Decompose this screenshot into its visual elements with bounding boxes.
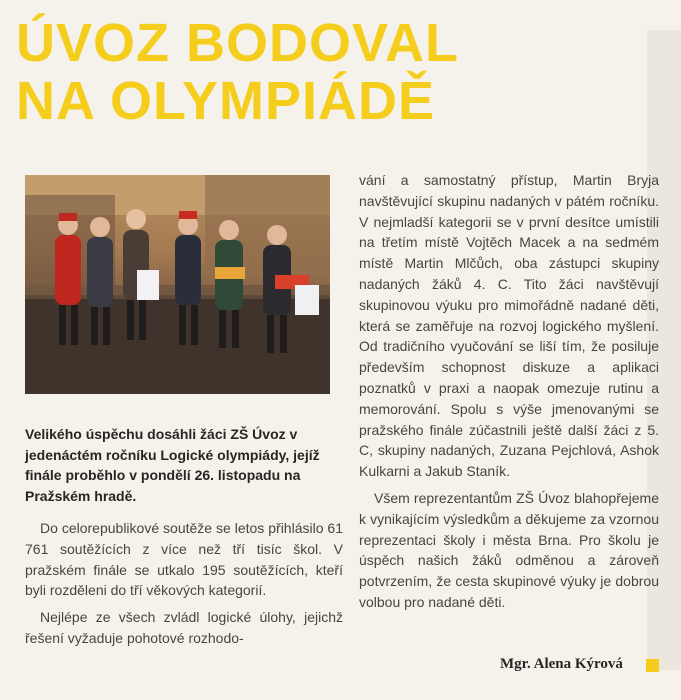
paragraph-2-continued: vání a samostatný přístup, Martin Bryja navštěvující skupinu nadaných v pátém ročníku. V nejmladší kategorii se v první desítce umístili na třetím místě Vojtěch Macek a na sedmém místě Martin Mlčůch, oba zástupci skupiny nadaných žáků 4. C. Tito žáci navštěvují skupinovou výuku pro mimořádně nadané děti, která se zaměřuje na rozvoj logického myšlení. Od tradičního vyučování se liší tím, že posiluje především schopnost diskuze a aplikaci poznatků v praxi a naopak omezuje rutinu a memorování. Spolu s výše jmenovanými se pražského finále zúčastnili ještě další žáci z 5. C, skupiny nadaných, Zuzana Pejchlová, Ashok Kulkarni a Jakub Staník. [359,172,659,480]
article-photo [25,175,330,394]
paragraph-1: Do celorepublikové soutěže se letos přihlásilo 61 761 soutěžících z více než tří tisíc škol. V pražském finále se utkalo 195 soutěžících, kteří byli rozděleni do tří věkových kategorií. [25,520,343,599]
right-column [359,170,659,613]
headline-line-2: NA OLYMPIÁDĚ [16,71,436,131]
paragraph-3: Všem reprezentantům ZŠ Úvoz blahopřejeme k vynikajícím výsledkům a děkujeme za vzornou reprezentaci školy i města Brna. Pro školu je úspěch našich žáků odměnou a zároveň potvrzením, že cesta skupinové výuky je dobrou volbou pro nadané děti. [359,489,659,610]
group-photo-illustration [25,175,330,394]
article-lead: Velikého úspěchu dosáhli žáci ZŠ Úvoz v jedenáctém ročníku Logické olympiády, jejíž finále proběhlo v pondělí 26. listopadu na Pražském hradě. [25,426,320,504]
article-headline [16,14,459,130]
headline-line-1: ÚVOZ BODOVAL [16,13,459,73]
paragraph-2-start: Nejlépe ze všech zvládl logické úlohy, jejichž řešení vyžaduje pohotové rozhodo- [25,609,343,646]
left-column [25,518,343,649]
end-mark-square [646,659,659,672]
author-signature: Mgr. Alena Kýrová [500,656,623,672]
